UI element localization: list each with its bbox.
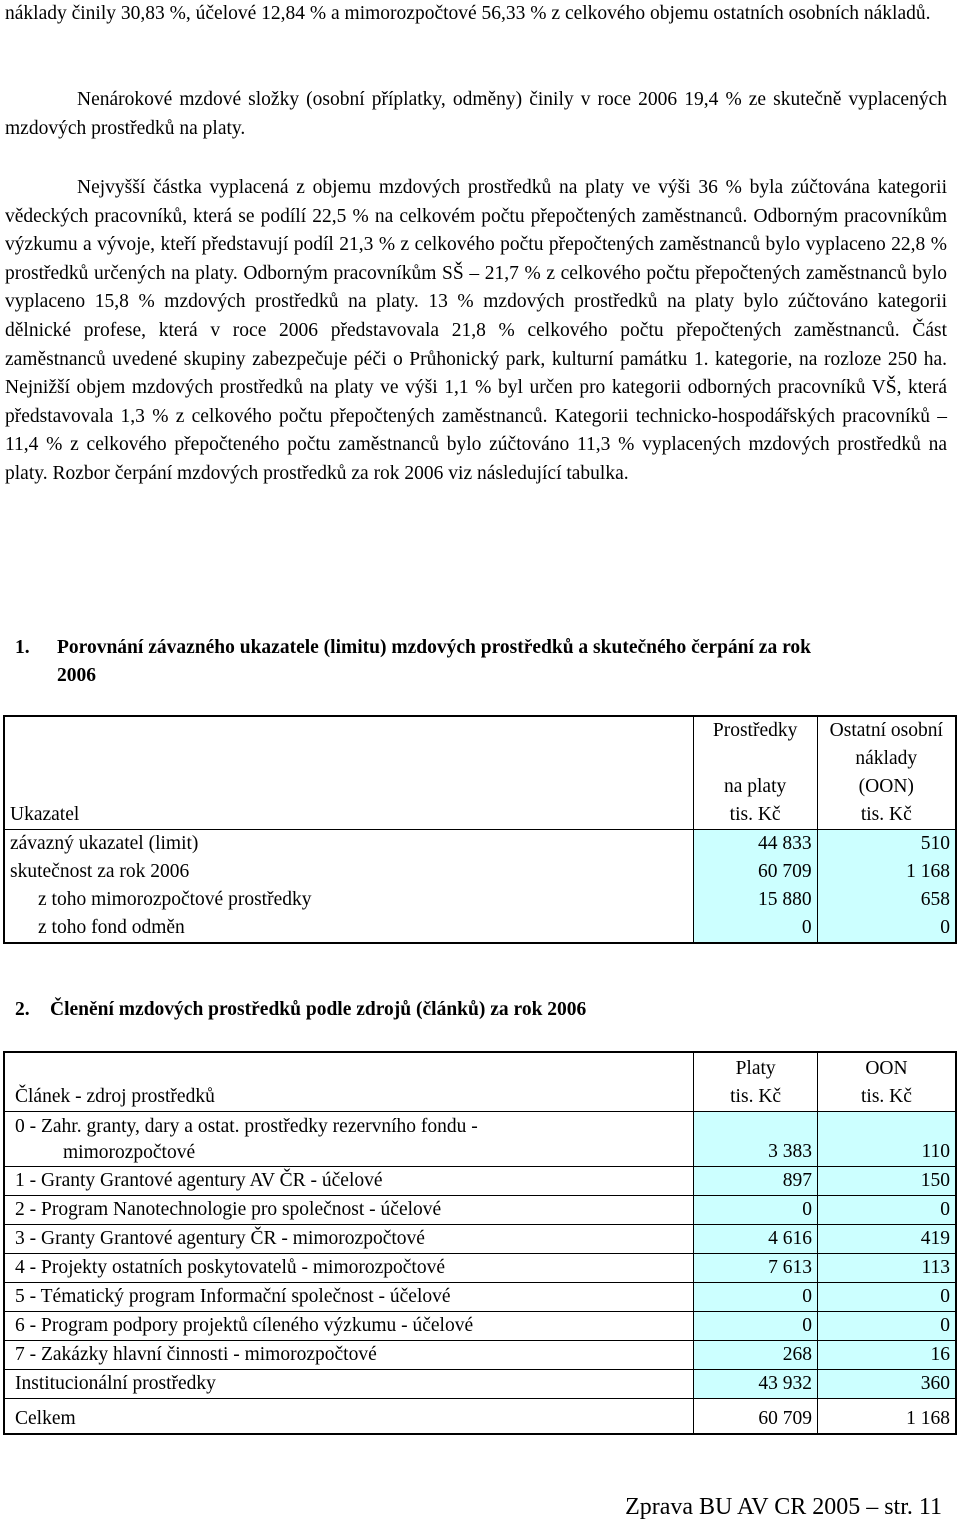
table-row: 5 - Tématický program Informační společnost - účelové 0 0 <box>4 1283 956 1312</box>
section-1-title-line2: 2006 <box>57 665 96 686</box>
limit-table <box>3 715 957 944</box>
sources-table-header <box>4 1052 956 1112</box>
table-row: z toho fond odměn 0 0 <box>4 914 956 943</box>
section-1-number: 1. <box>15 637 30 658</box>
table-row: z toho mimorozpočtové prostředky 15 880 658 <box>4 886 956 914</box>
section-1-title <box>57 634 811 690</box>
header-platy: Prostředky na platy tis. Kč <box>693 716 817 830</box>
table-row: 6 - Program podpory projektů cíleného výzkumu - účelové 0 0 <box>4 1312 956 1341</box>
table-row: 0 - Zahr. granty, dary a ostat. prostředky rezervního fondu - mimorozpočtové 3 383 110 <box>4 1112 956 1167</box>
limit-table-header <box>4 716 956 830</box>
table-row: Institucionální prostředky 43 932 360 <box>4 1370 956 1399</box>
table-row: 4 - Projekty ostatních poskytovatelů - mimorozpočtové 7 613 113 <box>4 1254 956 1283</box>
paragraph-1: náklady činily 30,83 %, účelové 12,84 % a mimorozpočtové 56,33 % z celkového objemu ostatních osobních nákladů. <box>5 3 931 24</box>
section-2-title: Členění mzdových prostředků podle zdrojů (článků) za rok 2006 <box>50 999 587 1020</box>
header-oon: OON tis. Kč <box>817 1052 956 1112</box>
header-clanek: Článek - zdroj prostředků <box>4 1052 694 1112</box>
header-ukazatel: Ukazatel <box>4 716 693 830</box>
paragraph-3: Nejvyšší částka vyplacená z objemu mzdových prostředků na platy ve výši 36 % byla zúčtována kategorii vědeckých pracovníků, která se podílí 22,5 % na celkovém počtu přepočtených zaměstnanců. Odborným pracovníkům výzkumu a vývoje, kteří představují podíl 21,3 % z celkového počtu přepočtených zaměstnanců bylo vyplaceno 22,8 % prostředků určených na platy. Odborným pracovníkům SŠ – 21,7 % z celkového počtu přepočtených zaměstnanců bylo vyplaceno 15,8 % mzdových prostředků na platy. 13 % mzdových prostředků na platy bylo zúčtováno kategorii dělnické profese, která v roce 2006 představovala 21,8 % celkového počtu přepočtených zaměstnanců. Část zaměstnanců uvedené skupiny zabezpečuje péči o Průhonický park, kulturní památku 1. kategorie, na rozloze 250 ha. Nejnižší objem mzdových prostředků na platy ve výši 1,1 % byl určen pro kategorii odborných pracovníků VŠ, která představovala 1,3 % z celkového počtu přepočtených zaměstnanců. Kategorii technicko-hospodářských pracovníků – 11,4 % z celkového přepočteného počtu zaměstnanců bylo zúčtováno 11,3 % vyplacených mzdových prostředků na platy. Rozbor čerpání mzdových prostředků za rok 2006 viz následující tabulka. <box>5 177 947 484</box>
table-total-row: Celkem 60 709 1 168 <box>4 1399 956 1435</box>
table-row: 1 - Granty Grantové agentury AV ČR - účelové 897 150 <box>4 1167 956 1196</box>
table-row: 7 - Zakázky hlavní činnosti - mimorozpočtové 268 16 <box>4 1341 956 1370</box>
paragraph-2: Nenárokové mzdové složky (osobní příplatky, odměny) činily v roce 2006 19,4 % ze skutečně vyplacených mzdových prostředků na platy. <box>5 89 947 139</box>
table-row: skutečnost za rok 2006 60 709 1 168 <box>4 858 956 886</box>
sources-table <box>3 1051 957 1435</box>
header-platy: Platy tis. Kč <box>694 1052 818 1112</box>
table-row: závazný ukazatel (limit) 44 833 510 <box>4 830 956 859</box>
section-2-number: 2. <box>15 999 30 1020</box>
header-oon: Ostatní osobní náklady (OON) tis. Kč <box>817 716 956 830</box>
section-1-title-line1: Porovnání závazného ukazatele (limitu) mzdových prostředků a skutečného čerpání za rok <box>57 637 811 658</box>
table-row: 3 - Granty Grantové agentury ČR - mimorozpočtové 4 616 419 <box>4 1225 956 1254</box>
page-footer: Zprava BU AV CR 2005 – str. 11 <box>625 1494 942 1520</box>
table-row: 2 - Program Nanotechnologie pro společnost - účelové 0 0 <box>4 1196 956 1225</box>
